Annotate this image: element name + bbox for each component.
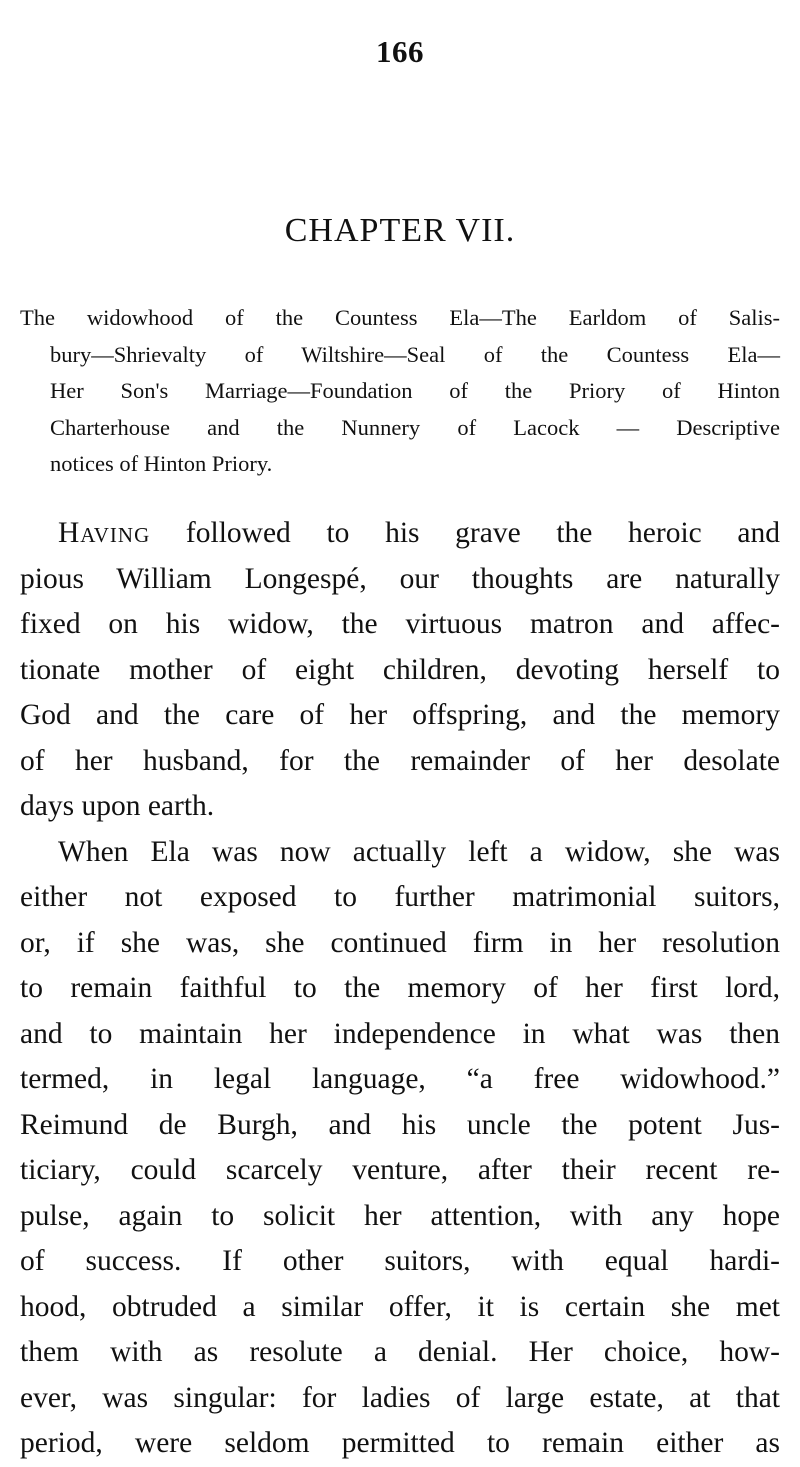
paragraph-line: or, if she was, she continued firm in her resolution: [20, 926, 780, 959]
paragraph-line: [20, 511, 780, 557]
synopsis-line: Charterhouse and the Nunnery of Lacock — Descriptive: [50, 414, 780, 440]
synopsis-line: bury—Shrievalty of Wiltshire—Seal of the Countess Ela—: [50, 341, 780, 367]
paragraph-line: termed, in legal language, “a free widowhood.”: [20, 1063, 780, 1095]
paragraph-line: hood, obtruded a similar offer, it is certain she met: [20, 1290, 780, 1323]
paragraph-line: either not exposed to further matrimonial suitors,: [20, 881, 780, 913]
paragraph-line: When Ela was now actually left a widow, she was: [58, 835, 780, 868]
body-text: [20, 511, 780, 1467]
chapter-synopsis: [20, 300, 780, 483]
paragraph-line: and to maintain her independence in what was then: [20, 1017, 780, 1050]
paragraph-line: to remain faithful to the memory of her first lord,: [20, 972, 780, 1004]
paragraph-line-text: followed to his grave the heroic and: [150, 517, 780, 549]
paragraph-line: ever, was singular: for ladies of large estate, at that: [20, 1381, 780, 1414]
paragraph-line: pulse, again to solicit her attention, with any hope: [20, 1199, 780, 1232]
paragraph-line: period, were seldom permitted to remain either as: [20, 1427, 780, 1459]
paragraph: [20, 830, 780, 1467]
synopsis-line: notices of Hinton Priory.: [50, 451, 273, 476]
synopsis-line: The widowhood of the Countess Ela—The Earldom of Salis-: [20, 305, 780, 330]
page-number: 166: [376, 34, 424, 69]
paragraph-line: of her husband, for the remainder of her desolate: [20, 744, 780, 777]
chapter-heading: CHAPTER VII.: [284, 212, 516, 249]
paragraph-line: Reimund de Burgh, and his uncle the potent Jus-: [20, 1108, 780, 1141]
paragraph: [20, 511, 780, 830]
paragraph-line: of success. If other suitors, with equal hardi-: [20, 1245, 780, 1277]
paragraph-line: them with as resolute a denial. Her choice, how-: [20, 1336, 780, 1368]
paragraph-line: days upon earth.: [20, 790, 215, 822]
lead-word: Having: [58, 517, 151, 549]
paragraph-line: ticiary, could scarcely venture, after their recent re-: [20, 1154, 780, 1186]
paragraph-line: tionate mother of eight children, devoting herself to: [20, 653, 780, 686]
paragraph-line: God and the care of her offspring, and the memory: [20, 699, 780, 731]
synopsis-line: Her Son's Marriage—Foundation of the Priory of Hinton: [50, 378, 780, 403]
paragraph-line: fixed on his widow, the virtuous matron and affec-: [20, 608, 780, 640]
paragraph-line: pious William Longespé, our thoughts are naturally: [20, 562, 780, 595]
